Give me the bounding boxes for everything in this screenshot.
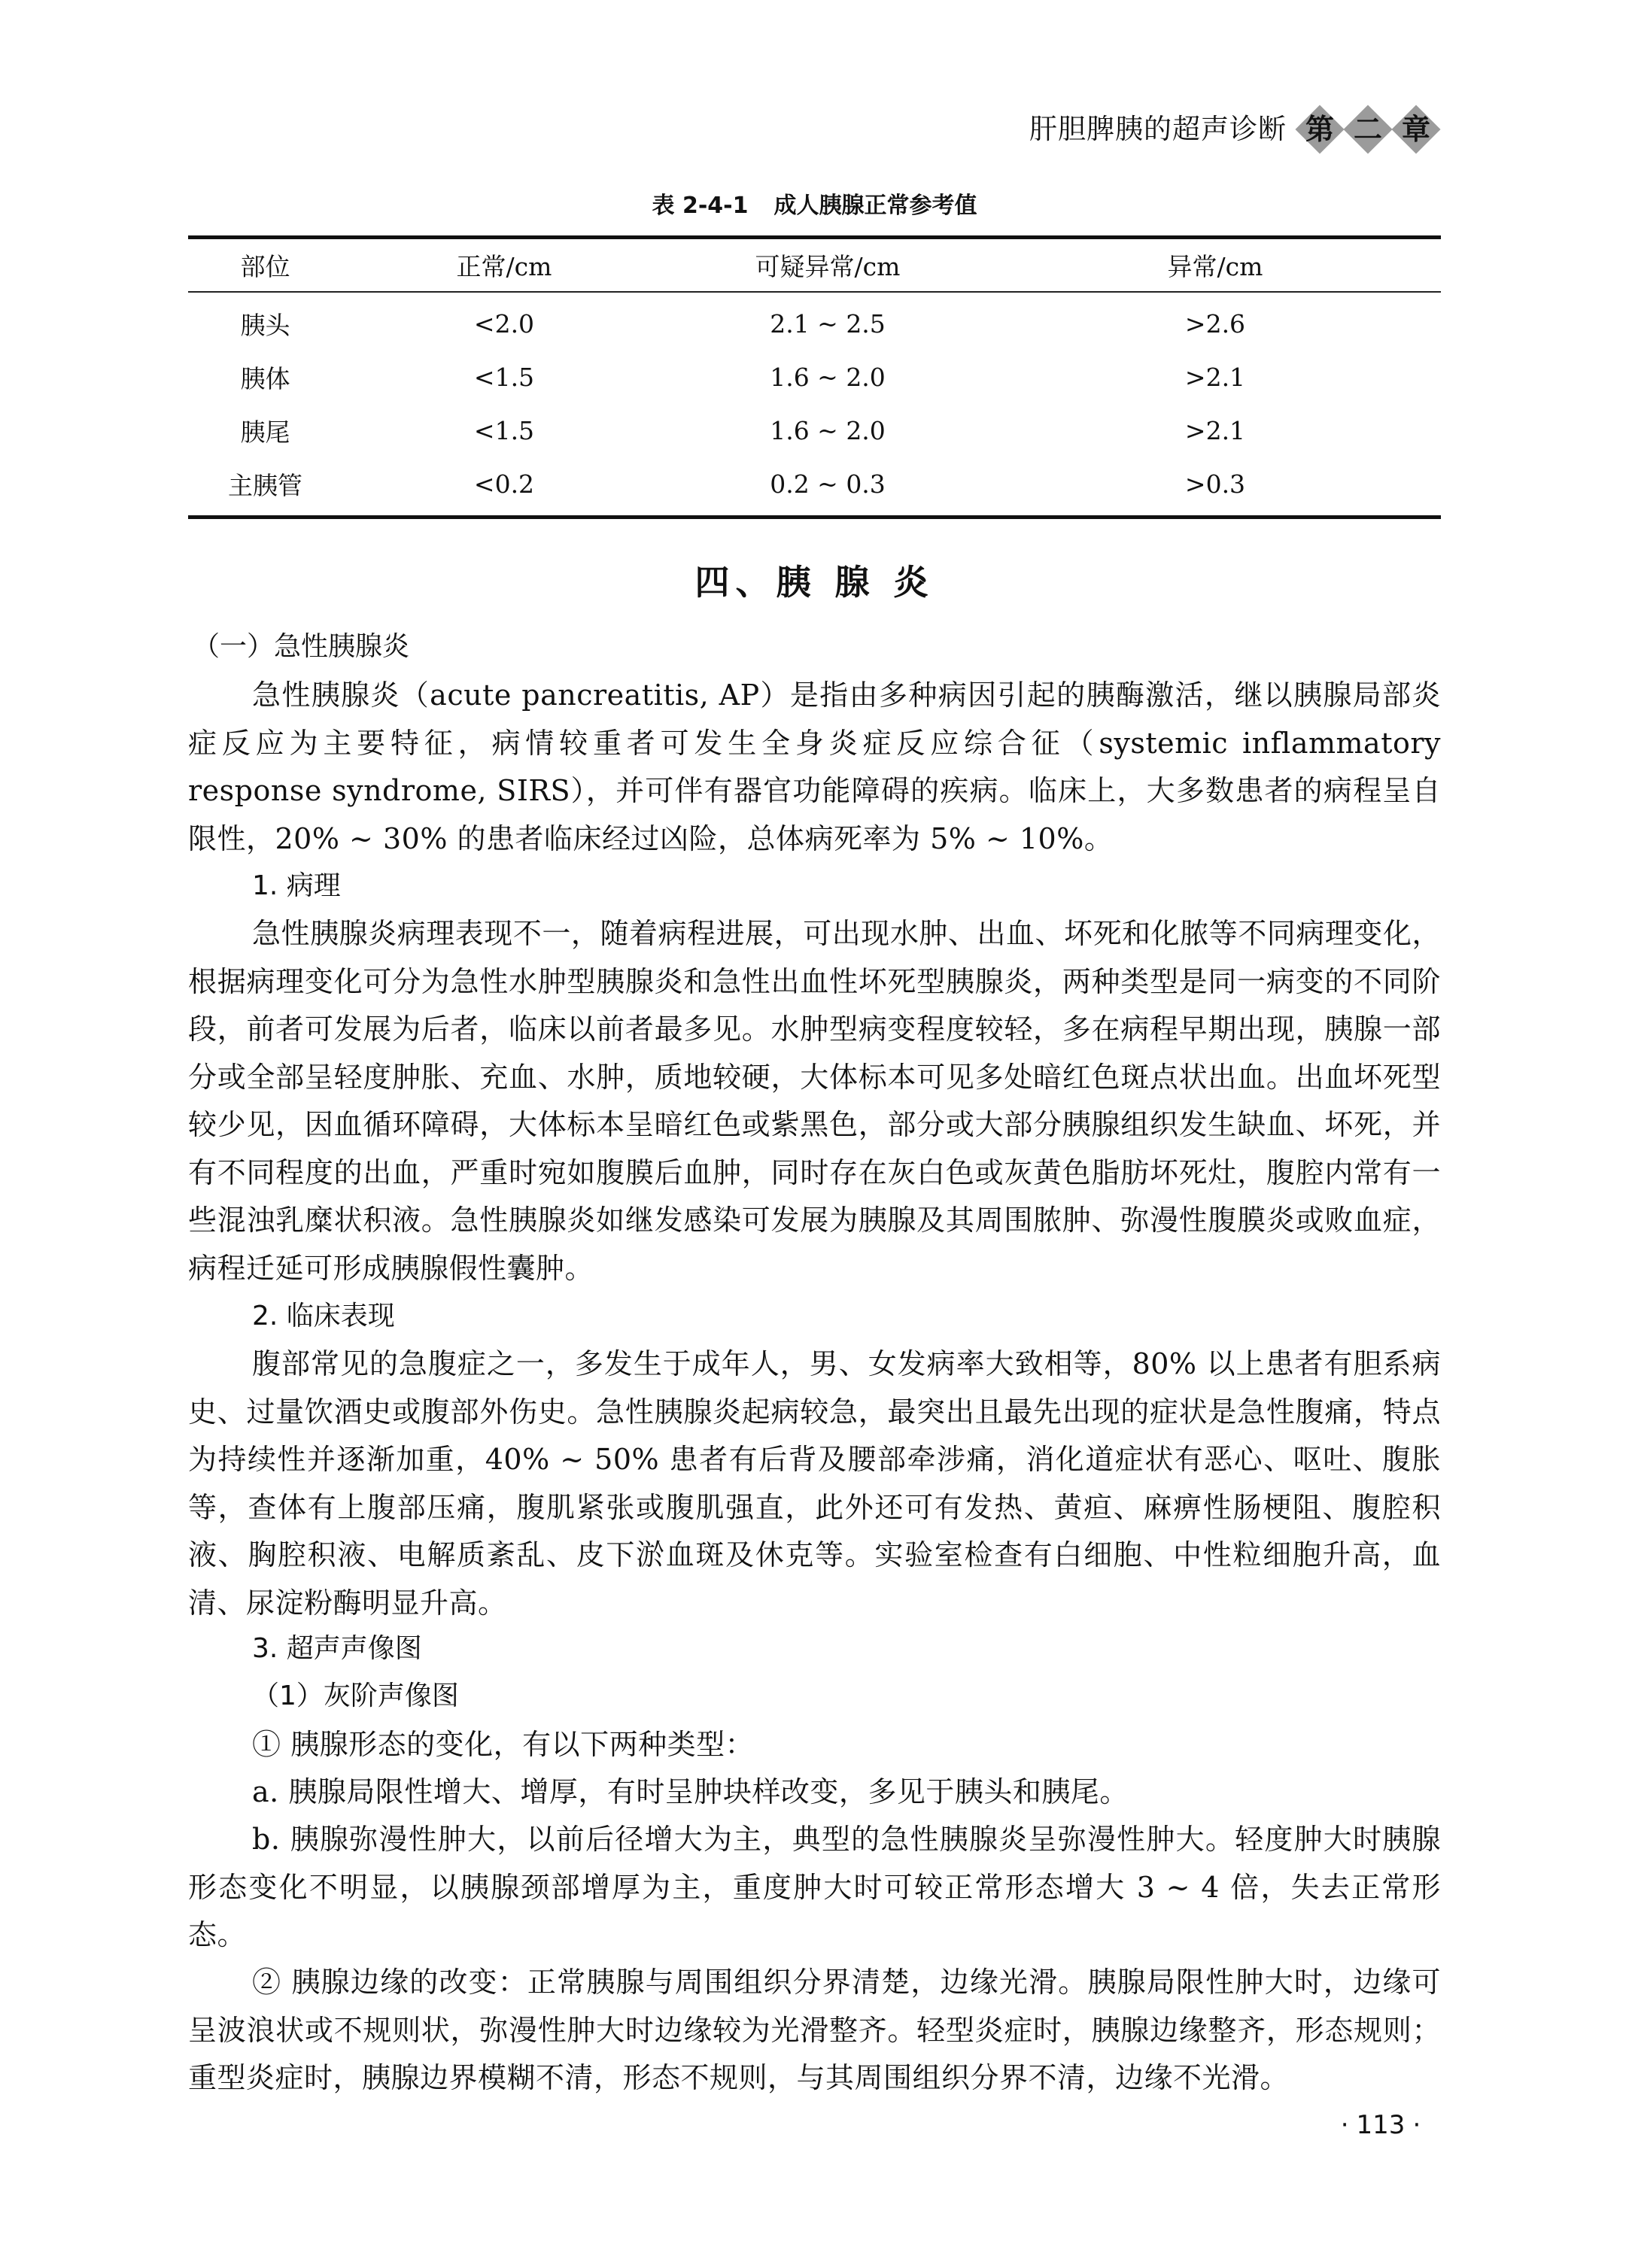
- table-row: [188, 292, 1441, 351]
- table-cell: >0.3: [1184, 469, 1246, 499]
- table-row: [188, 404, 1441, 457]
- column-header: 异常/cm: [1167, 252, 1263, 281]
- table-row: [188, 457, 1441, 518]
- table-cell: 0.2 ~ 0.3: [770, 469, 886, 499]
- table-cell: 主胰管: [228, 471, 302, 500]
- subsection-heading: （一）急性胰腺炎: [193, 631, 410, 662]
- column-header: 正常/cm: [456, 252, 552, 281]
- table-row: [188, 351, 1441, 404]
- chapter-diamond: [1344, 105, 1392, 153]
- page-dot: ·: [1340, 2110, 1349, 2140]
- table-cell: <1.5: [473, 363, 535, 392]
- table-header-row: [188, 238, 1441, 293]
- table-cell: 2.1 ~ 2.5: [770, 309, 886, 339]
- grayscale-heading: （1）灰阶声像图: [252, 1681, 459, 1711]
- table-cell: >2.6: [1184, 309, 1246, 339]
- table-caption-title: 成人胰腺正常参考值: [773, 193, 977, 219]
- table-cell: 1.6 ~ 2.0: [770, 416, 886, 445]
- table-cell: <0.2: [473, 469, 535, 499]
- chapter-char: 二: [1353, 112, 1382, 146]
- table-caption-number: 表 2-4-1: [652, 193, 749, 219]
- chapter-diamond: [1296, 105, 1344, 153]
- chapter-badge: [1296, 104, 1446, 155]
- pathology-paragraph: 急性胰腺炎病理表现不一，随着病程进展，可出现水肿、出血、坏死和化脓等不同病理变化，根据病理变化可分为急性水肿型胰腺炎和急性出血性坏死型胰腺炎，两种类型是同一病变的不同阶段，前者可发展为后者，临床以前者最多见。水肿型病变程度较轻，多在病程早期出现，胰腺一部分或全部呈轻度肿胀、充血、水肿，质地较硬，大体标本可见多处暗红色斑点状出血。出血坏死型较少见，因血循环障碍，大体标本呈暗红色或紫黑色，部分或大部分胰腺组织发生缺血、坏死，并有不同程度的出血，严重时宛如腹膜后血肿，同时存在灰白色或灰黄色脂肪坏死灶，腹腔内常有一些混浊乳糜状积液。急性胰腺炎如继发感染可发展为胰腺及其周围脓肿、弥漫性腹膜炎或败血症，病程迁延可形成胰腺假性囊肿。: [188, 917, 1441, 1285]
- table-cell: <1.5: [473, 416, 535, 445]
- page-number: [1324, 2106, 1437, 2144]
- chapter-char: 章: [1401, 112, 1430, 146]
- page-dot: ·: [1412, 2110, 1421, 2140]
- table-cell: 胰头: [240, 311, 290, 340]
- page-number-value: 113: [1356, 2110, 1406, 2140]
- table-cell: 胰尾: [240, 417, 290, 447]
- table-cell: 1.6 ~ 2.0: [770, 363, 886, 392]
- table-cell: >2.1: [1184, 416, 1246, 445]
- table-cell: <2.0: [473, 309, 535, 339]
- clinical-paragraph: 腹部常见的急腹症之一，多发生于成年人，男、女发病率大致相等，80% 以上患者有胆系病史、过量饮酒史或腹部外伤史。急性胰腺炎起病较急，最突出且最先出现的症状是急性腹痛，特点为持续性并逐渐加重，40% ~ 50% 患者有后背及腰部牵涉痛，消化道症状有恶心、呕吐、腹胀等，查体有上腹部压痛，腹肌紧张或腹肌强直，此外还可有发热、黄疸、麻痹性肠梗阻、腹腔积液、胸腔积液、电解质紊乱、皮下淤血斑及休克等。实验室检查有白细胞、中性粒细胞升高，血清、尿淀粉酶明显升高。: [188, 1347, 1441, 1620]
- chapter-diamond: [1392, 105, 1440, 153]
- reference-table: [188, 235, 1441, 519]
- margin-paragraph: ② 胰腺边缘的改变：正常胰腺与周围组织分界清楚，边缘光滑。胰腺局限性肿大时，边缘可呈波浪状或不规则状，弥漫性肿大时边缘较为光滑整齐。轻型炎症时，胰腺边缘整齐，形态规则；重型炎症时，胰腺边界模糊不清，形态不规则，与其周围组织分界不清，边缘不光滑。: [188, 1966, 1441, 2094]
- pathology-heading: 1. 病理: [252, 870, 341, 901]
- column-header: 部位: [240, 252, 290, 281]
- table-cell: 胰体: [240, 364, 290, 393]
- ultrasound-heading: 3. 超声声像图: [252, 1633, 422, 1664]
- running-head-title: 肝胆脾胰的超声诊断: [1029, 113, 1287, 145]
- list-item-a: a. 胰腺局限性增大、增厚，有时呈肿块样改变，多见于胰头和胰尾。: [252, 1775, 1129, 1808]
- morphology-intro: ① 胰腺形态的变化，有以下两种类型：: [252, 1728, 755, 1761]
- table-cell: >2.1: [1184, 363, 1246, 392]
- column-header: 可疑异常/cm: [755, 252, 901, 281]
- list-item-b: b. 胰腺弥漫性肿大，以前后径增大为主，典型的急性胰腺炎呈弥漫性肿大。轻度肿大时胰腺形态变化不明显，以胰腺颈部增厚为主，重度肿大时可较正常形态增大 3 ~ 4 倍，失去正常形态。: [188, 1823, 1441, 1951]
- chapter-char: 第: [1305, 112, 1334, 146]
- table-caption: [188, 190, 1441, 223]
- clinical-heading: 2. 临床表现: [252, 1301, 395, 1331]
- intro-paragraph: 急性胰腺炎（acute pancreatitis, AP）是指由多种病因引起的胰酶激活，继以胰腺局部炎症反应为主要特征，病情较重者可发生全身炎症反应综合征（systemic inflammatory response syndrome, SIRS），并可伴有器官功能障碍的疾病。临床上，大多数患者的病程呈自限性，20% ~ 30% 的患者临床经过凶险，总体病死率为 5% ~ 10%。: [188, 679, 1441, 855]
- section-heading: 四、胰 腺 炎: [694, 562, 935, 603]
